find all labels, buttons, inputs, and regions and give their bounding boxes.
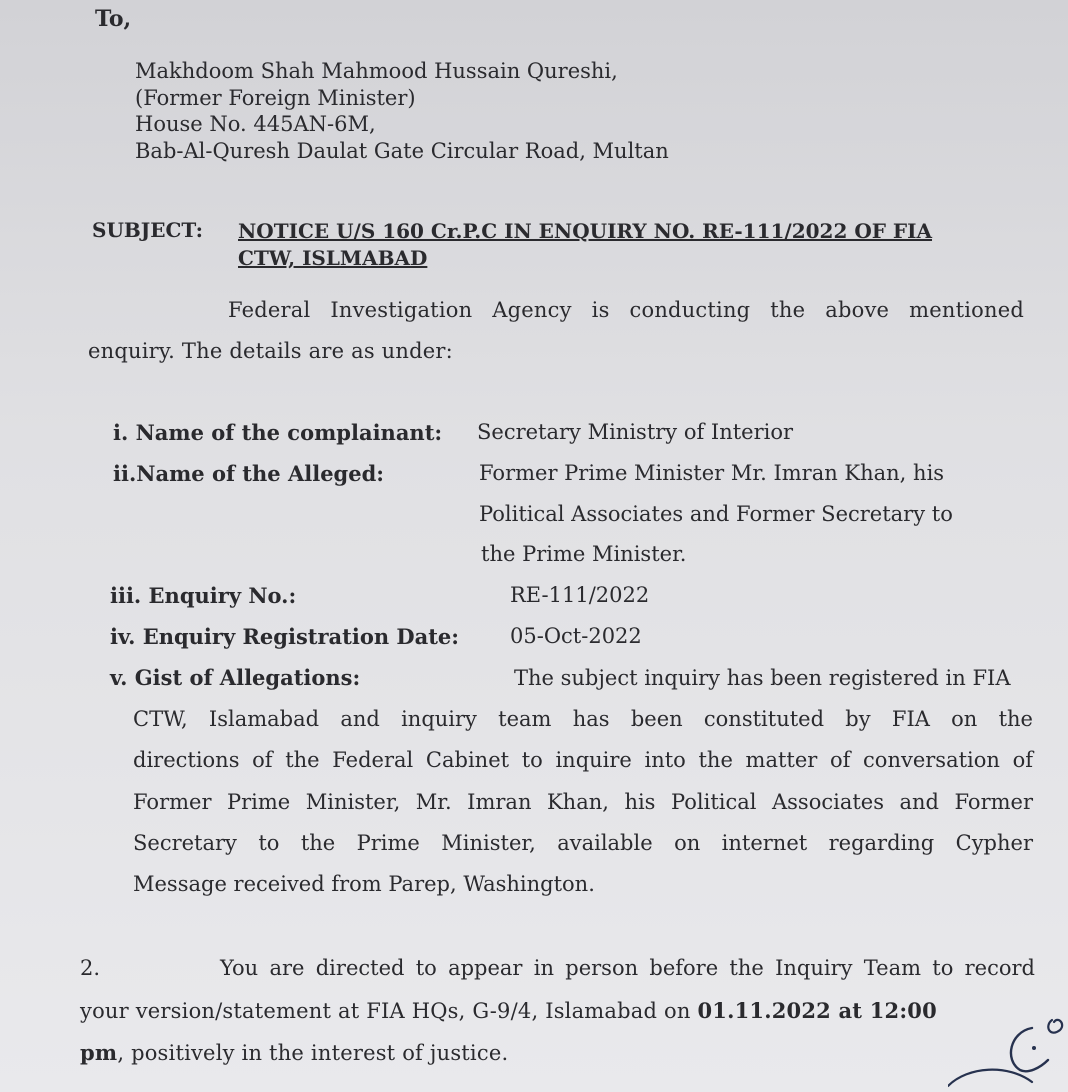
paragraph-line-1: You are directed to appear in person before the Inquiry Team to record xyxy=(220,956,1035,980)
signature-mark xyxy=(948,982,1068,1092)
gist-last-line: Message received from Parep, Washington. xyxy=(133,872,595,896)
intro-line-2: enquiry. The details are as under: xyxy=(88,339,453,363)
alleged-value-line: Political Associates and Former Secretary to xyxy=(479,502,953,526)
registration-date-label: iv. Enquiry Registration Date: xyxy=(110,624,460,649)
gist-first-line: The subject inquiry has been registered in FIA xyxy=(514,666,1011,690)
gist-line: CTW, Islamabad and inquiry team has been constituted by FIA on the xyxy=(133,707,1033,731)
appearance-pm: pm xyxy=(80,1040,118,1065)
gist-line: Secretary to the Prime Minister, available on internet regarding Cypher xyxy=(133,831,1033,855)
paragraph-line-3-text: , positively in the interest of justice. xyxy=(117,1041,509,1065)
complainant-label: i. Name of the complainant: xyxy=(113,420,443,445)
subject-label: SUBJECT: xyxy=(92,218,203,242)
enquiry-no-label: iii. Enquiry No.: xyxy=(110,583,297,608)
subject-line-1: NOTICE U/S 160 Cr.P.C IN ENQUIRY NO. RE-111/2022 OF FIA xyxy=(238,219,933,243)
paragraph-line-2-text: your version/statement at FIA HQs, G-9/4, Islamabad on xyxy=(80,999,698,1023)
alleged-value-line: Former Prime Minister Mr. Imran Khan, his xyxy=(479,461,945,485)
recipient-address: Bab-Al-Quresh Daulat Gate Circular Road, Multan xyxy=(135,139,669,163)
salutation: To, xyxy=(95,6,132,32)
complainant-value: Secretary Ministry of Interior xyxy=(477,420,794,444)
paragraph-line-2 xyxy=(80,998,937,1023)
subject-line-2: CTW, ISLMABAD xyxy=(238,246,428,270)
appearance-datetime: 01.11.2022 at 12:00 xyxy=(697,998,937,1023)
gist-line: directions of the Federal Cabinet to inquire into the matter of conversation of xyxy=(133,748,1033,772)
intro-line-1: Federal Investigation Agency is conducting the above mentioned xyxy=(228,298,1024,322)
registration-date-value: 05-Oct-2022 xyxy=(510,624,642,648)
alleged-label: ii.Name of the Alleged: xyxy=(113,461,385,486)
alleged-value-line: the Prime Minister. xyxy=(481,542,687,566)
gist-line: Former Prime Minister, Mr. Imran Khan, his Political Associates and Former xyxy=(133,790,1033,814)
recipient-designation: (Former Foreign Minister) xyxy=(135,86,416,110)
paragraph-number: 2. xyxy=(80,956,101,980)
recipient-name: Makhdoom Shah Mahmood Hussain Qureshi, xyxy=(135,59,618,83)
gist-label: v. Gist of Allegations: xyxy=(110,665,361,690)
recipient-house: House No. 445AN-6M, xyxy=(135,112,376,136)
enquiry-no-value: RE-111/2022 xyxy=(510,583,650,607)
paragraph-line-3 xyxy=(80,1040,508,1065)
